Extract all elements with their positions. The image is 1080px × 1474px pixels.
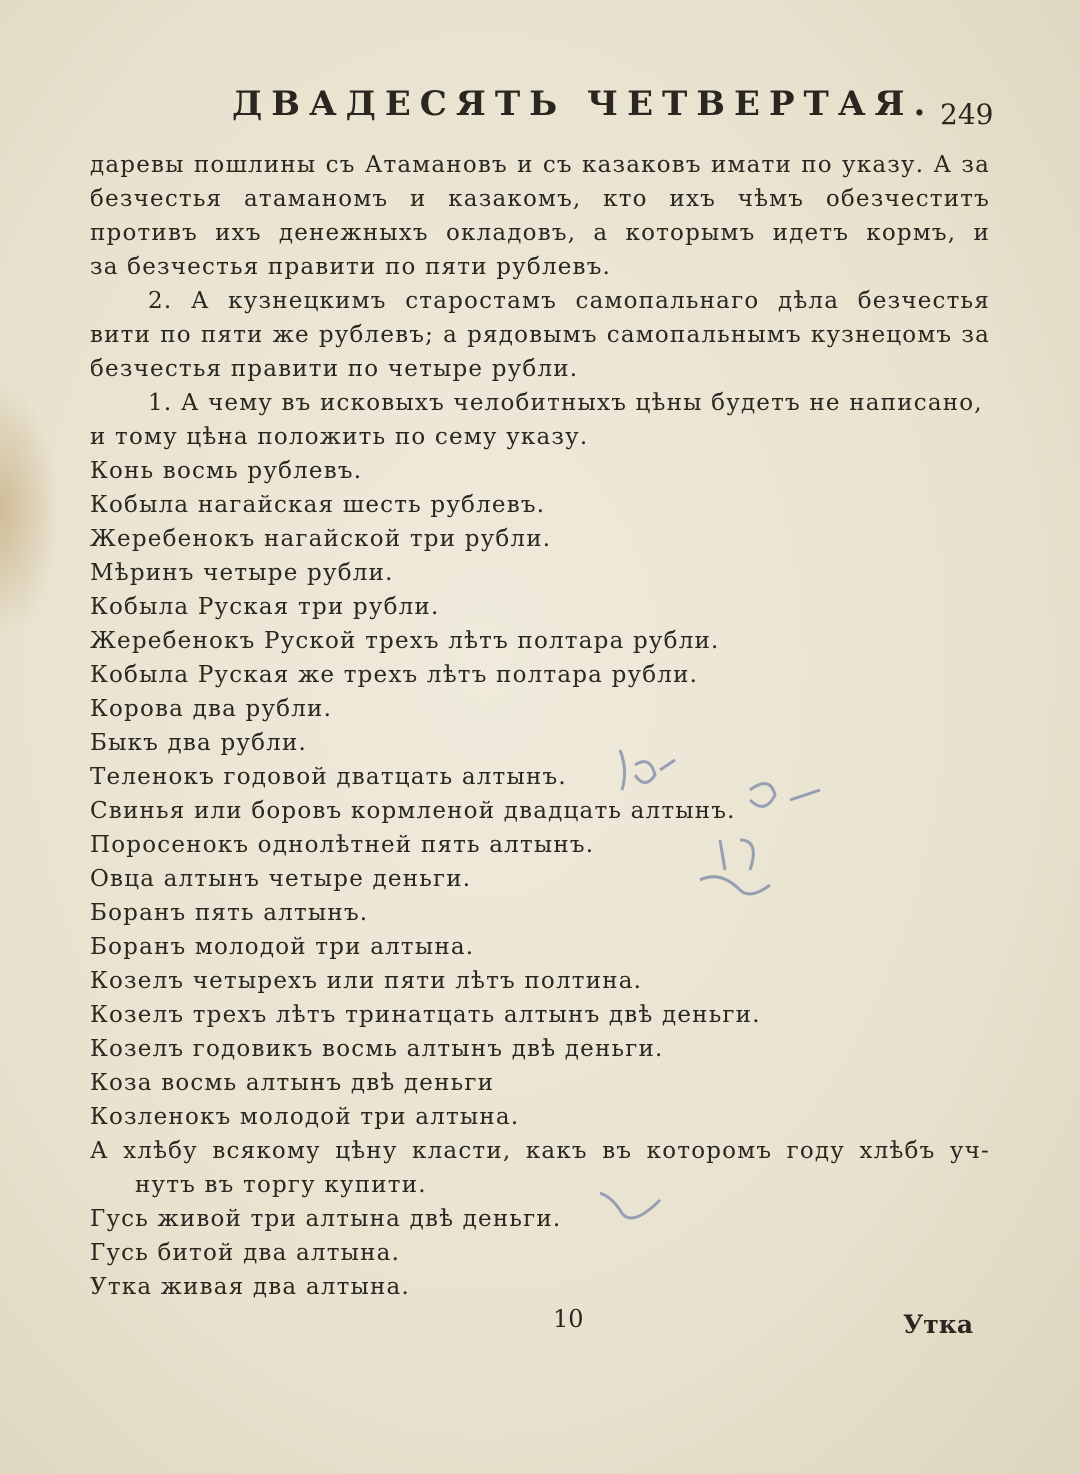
- text-line: 2. А кузнецкимъ старостамъ самопальнаго дѣла безчестья: [148, 288, 990, 314]
- text-line: даревы пошлины съ Атамановъ и съ казаковъ имати по указу. А за: [90, 152, 990, 178]
- price-entry: Гусь битой два алтына.: [90, 1240, 401, 1266]
- text-line: вити по пяти же рублевъ; а рядовымъ самопальнымъ кузнецомъ за: [90, 322, 990, 348]
- price-entry: Коза восмь алтынъ двѣ деньги: [90, 1070, 495, 1096]
- price-entry: Козелъ четырехъ или пяти лѣтъ полтина.: [90, 968, 643, 994]
- signature-mark: 10: [553, 1305, 584, 1333]
- price-entry: Быкъ два рубли.: [90, 730, 308, 756]
- price-entry: Гусь живой три алтына двѣ деньги.: [90, 1206, 562, 1232]
- text-line: противъ ихъ денежныхъ окладовъ, а которымъ идетъ кормъ, и: [90, 220, 990, 246]
- page-number: 249: [940, 98, 994, 131]
- text-line: безчестья атаманомъ и казакомъ, кто ихъ чѣмъ обезчеститъ: [90, 186, 990, 212]
- paper-stain: [0, 380, 60, 640]
- price-entry: Корова два рубли.: [90, 696, 333, 722]
- price-entry: Боранъ пять алтынъ.: [90, 900, 369, 926]
- price-entry: Свинья или боровъ кормленой двадцать алтынъ.: [90, 798, 736, 824]
- pencil-marginalia: [600, 730, 980, 1290]
- text-line: нутъ въ торгу купити.: [135, 1172, 427, 1198]
- text-line: А хлѣбу всякому цѣну класти, какъ въ которомъ году хлѣбъ уч-: [90, 1138, 990, 1164]
- price-entry: Кобыла Руская же трехъ лѣтъ полтара рубли.: [90, 662, 699, 688]
- text-line: 1. А чему въ исковыхъ челобитныхъ цѣны будетъ не написано,: [148, 390, 983, 416]
- price-entry: Козелъ годовикъ восмь алтынъ двѣ деньги.: [90, 1036, 664, 1062]
- price-entry: Боранъ молодой три алтына.: [90, 934, 475, 960]
- price-entry: Утка живая два алтына.: [90, 1274, 410, 1300]
- price-entry: Овца алтынъ четыре деньги.: [90, 866, 472, 892]
- price-entry: Теленокъ годовой дватцать алтынъ.: [90, 764, 567, 790]
- price-entry: Кобыла нагайская шесть рублевъ.: [90, 492, 546, 518]
- price-entry: Кобыла Руская три рубли.: [90, 594, 440, 620]
- catchword: Утка: [903, 1310, 974, 1339]
- price-entry: Конь восмь рублевъ.: [90, 458, 363, 484]
- price-entry: Жеребенокъ Руской трехъ лѣтъ полтара рубли.: [90, 628, 720, 654]
- price-entry: Поросенокъ однолѣтней пять алтынъ.: [90, 832, 595, 858]
- text-line: безчестья правити по четыре рубли.: [90, 356, 579, 382]
- price-entry: Козленокъ молодой три алтына.: [90, 1104, 520, 1130]
- text-line: за безчестья правити по пяти рублевъ.: [90, 254, 612, 280]
- price-entry: Мѣринъ четыре рубли.: [90, 560, 394, 586]
- text-line: и тому цѣна положить по сему указу.: [90, 424, 589, 450]
- price-entry: Козелъ трехъ лѣтъ тринатцать алтынъ двѣ деньги.: [90, 1002, 761, 1028]
- running-head: ДВАДЕСЯТЬ ЧЕТВЕРТАЯ.: [232, 84, 935, 124]
- price-entry: Жеребенокъ нагайской три рубли.: [90, 526, 552, 552]
